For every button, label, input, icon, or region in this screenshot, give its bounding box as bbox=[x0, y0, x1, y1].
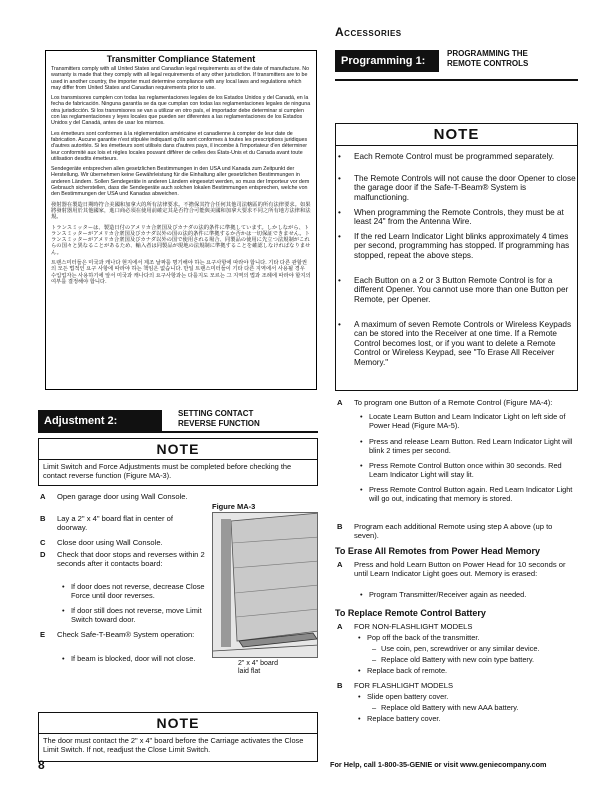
compliance-title: Transmitter Compliance Statement bbox=[106, 54, 256, 64]
step-letter: A bbox=[337, 398, 343, 407]
adjustment-title-line: REVERSE FUNCTION bbox=[178, 419, 260, 428]
note-bullet-text: If the red Learn Indicator Light blinks approximately 4 times per second, programming has stopped. If programming has stopped, repeat the above steps. bbox=[354, 232, 570, 260]
note-bullet bbox=[338, 174, 576, 202]
programming-title-line: PROGRAMMING THE bbox=[447, 49, 528, 58]
step-letter: A bbox=[337, 622, 343, 631]
figure-ma-3-illustration bbox=[212, 512, 318, 658]
note-text: Limit Switch and Force Adjustments must be completed before checking the contact reverse function (Figure MA-3). bbox=[43, 462, 292, 480]
dash-icon: – bbox=[372, 703, 377, 712]
step-text: FOR NON-FLASHLIGHT MODELS bbox=[354, 622, 473, 631]
sub-bullet bbox=[360, 437, 575, 455]
bullet-icon: • bbox=[338, 152, 341, 161]
note-box bbox=[38, 438, 318, 486]
note-text: The door must contact the 2" x 4" board before the Carriage activates the Close Limit Switch. If not, readjust the Close Limit Switch. bbox=[43, 736, 304, 754]
step-item bbox=[40, 630, 205, 639]
help-footer: For Help, call 1-800-35-GENIE or visit www.geniecompany.com bbox=[330, 760, 547, 769]
bullet-icon: • bbox=[62, 606, 65, 615]
bullet-icon: • bbox=[360, 590, 363, 599]
sub-bullet bbox=[358, 666, 573, 675]
note-bullet-text: Each Button on a 2 or 3 Button Remote Control is for a different Opener. You cannot use more than one Button per Remote, per Opener. bbox=[354, 276, 569, 304]
note-bullet bbox=[338, 320, 576, 367]
sub-bullet-text: Press and release Learn Button. Red Learn Indicator Light will blink 2 times per second. bbox=[369, 437, 573, 456]
note-bullet bbox=[338, 208, 576, 227]
step-letter: D bbox=[40, 550, 46, 559]
step-item bbox=[40, 550, 205, 569]
note-title: NOTE bbox=[39, 713, 317, 734]
figure-caption bbox=[238, 660, 278, 676]
sub-bullet bbox=[360, 412, 575, 430]
compliance-statement-box bbox=[45, 50, 317, 390]
bullet-icon: • bbox=[338, 320, 341, 329]
step-item bbox=[40, 492, 205, 501]
bullet-icon: • bbox=[360, 461, 363, 470]
step-letter: A bbox=[337, 560, 343, 569]
note-bullet-text: The Remote Controls will not cause the door Opener to close the garage door if the Safe-T-Beam® System is malfunctioning. bbox=[354, 174, 576, 202]
compliance-paragraph: トランスミッターは、製造日付のアメリカ合衆国及びカナダの法的条件に準拠しています。しかしながら、トランスミッターがアメリカ合衆国及びカナダ以外の国の法的条件に準拠するか否かは一切保証できません。トランスミッターがアメリカ合衆国及びカナダ以外の国で使用される場合、同製品の使用に先立つ法規制がこれらの国々と異なることがあるため、輸入者は同製品が現地の法規制に準拠することを確認しなければなりません。 bbox=[51, 224, 311, 256]
bullet-icon: • bbox=[62, 654, 65, 663]
divider bbox=[335, 79, 578, 81]
bullet-icon: • bbox=[338, 174, 341, 183]
sub-bullet-text: If beam is blocked, door will not close. bbox=[71, 654, 196, 663]
sub-bullet-text: If door still does not reverse, move Limit Switch toward door. bbox=[71, 606, 202, 625]
programming-title bbox=[447, 49, 528, 69]
figure-label: Figure MA-3 bbox=[212, 502, 256, 511]
compliance-paragraph: Sendegeräte entsprechen allen gesetzlichen Bestimmungen in den USA und Kanada zum Zeitpunkt der Herstellung. Wir übernehmen keine Gewährleistung für die Einhaltung aller gesetzlichen Bestimmungen in anderen Ländern. Sollen Sendegeräte in anderen Ländern eingesetzt werden, so muss der Importeur vor dem Gebrauch sicherstellen, dass die Sendegeräte auch solchen lokalen Bestimmungen entsprechen, welche von den Bestimmungen der USA und Kanadas abweichen. bbox=[51, 166, 310, 198]
figure-caption-line: 2" x 4" board bbox=[238, 660, 278, 667]
compliance-paragraph: 發射器在製造日期時符合美國和加拿大的所有法律要求。不擔保其符合任何其他司法轄區的所有法律要求。如果將發射器用於其他國家，進口商必須在使用前確定其是否符合可能與美國和加拿大要求不同之所有地方法律和法規。 bbox=[51, 201, 311, 221]
programming-title-line: REMOTE CONTROLS bbox=[447, 59, 529, 68]
sub-bullet bbox=[360, 485, 575, 503]
dash-icon: – bbox=[372, 644, 377, 653]
sub-bullet-text: Use coin, pen, screwdriver or any similar device. bbox=[381, 644, 540, 653]
bullet-icon: • bbox=[360, 437, 363, 446]
bullet-icon: • bbox=[358, 714, 361, 723]
bullet-icon: • bbox=[358, 633, 361, 642]
bullet-icon: • bbox=[338, 276, 341, 285]
step-text: Lay a 2" x 4" board flat in center of doorway. bbox=[57, 514, 173, 533]
page-number: 8 bbox=[38, 758, 45, 772]
step-letter: C bbox=[40, 538, 46, 547]
step-letter: B bbox=[337, 522, 343, 531]
sub-bullet-text: Press Remote Control Button again. Red Learn Indicator Light will go out, indicating that memory is stored. bbox=[369, 485, 573, 504]
sub-bullet bbox=[358, 633, 573, 642]
sub-bullet bbox=[358, 692, 573, 701]
compliance-paragraph: 트랜스미터들은 미국과 캐나다 현지에서 제조 날짜를 명기해야 하는 요구사항에 따라야 합니다. 기타 다른 관할권의 모든 법적인 요구 사항에 따라야 하는 책임은 없습니다. 만일 트랜스미터들이 기타 다른 지역에서 사용될 경우 수입업자는 사용하기에 앞서 미국과 캐나다의 요구사항과는 다를지도 모르는 그 지역의 법과 조례에 따라야 할지의 여부를 결정해야 합니다. bbox=[51, 260, 311, 285]
bullet-icon: • bbox=[358, 692, 361, 701]
programming-tab: Programming 1: bbox=[335, 50, 439, 72]
sub-bullet bbox=[372, 655, 577, 664]
step-text: Close door using Wall Console. bbox=[57, 538, 163, 547]
step-item bbox=[337, 398, 577, 407]
bullet-icon: • bbox=[62, 582, 65, 591]
step-text: FOR FLASHLIGHT MODELS bbox=[354, 681, 454, 690]
sub-bullet-text: Pop off the back of the transmitter. bbox=[367, 633, 480, 642]
bullet-icon: • bbox=[360, 485, 363, 494]
figure-caption-line: laid flat bbox=[238, 668, 261, 675]
bullet-icon: • bbox=[360, 412, 363, 421]
section-heading: To Erase All Remotes from Power Head Memory bbox=[335, 546, 541, 556]
step-text: Press and hold Learn Button on Power Head for 10 seconds or until Learn Indicator Light goes out. Memory is erased: bbox=[354, 560, 566, 579]
step-item bbox=[40, 514, 205, 533]
garage-door-illustration bbox=[213, 513, 318, 658]
accessories-heading: Accessories bbox=[335, 25, 402, 39]
sub-bullet bbox=[62, 654, 212, 663]
sub-bullet-text: Replace old Battery with new AAA battery. bbox=[381, 703, 519, 712]
step-item bbox=[337, 560, 577, 579]
compliance-paragraph: Les émetteurs sont conformes à la réglementation américaine et canadienne à compter de leur date de fabrication. Aucune garantie n'est stipulée indiquant qu'ils sont conformes à toutes les prescriptions juridiques d'autres autorités. Si les émetteurs sont utilisés dans d'autres pays, il incombe à l'importateur d'en déterminer leur conformité aux lois et règles locales pouvant différer de celles des États-Unis et du Canada avant toute utilisation desdits émetteurs. bbox=[51, 130, 308, 162]
sub-bullet-text: Locate Learn Button and Learn Indicator Light on left side of Power Head (Figure MA-5). bbox=[369, 412, 566, 431]
bullet-icon: • bbox=[338, 208, 341, 217]
step-letter: B bbox=[40, 514, 46, 523]
step-item bbox=[337, 622, 577, 631]
sub-bullet bbox=[62, 582, 212, 600]
note-title: NOTE bbox=[39, 439, 317, 460]
note-bullet-text: A maximum of seven Remote Controls or Wireless Keypads can be stored into the Receiver at one time. If a Remote Control becomes lost, or if you want to delete a Remote Control or Wireless Keypad, see "To Erase All Receiver Memory." bbox=[354, 320, 572, 367]
bullet-icon: • bbox=[338, 232, 341, 241]
divider bbox=[38, 431, 318, 433]
note-bullet bbox=[338, 152, 576, 161]
step-item bbox=[337, 681, 577, 690]
adjustment-title bbox=[178, 409, 260, 429]
section-heading: To Replace Remote Control Battery bbox=[335, 608, 486, 618]
step-item bbox=[40, 538, 205, 547]
sub-bullet bbox=[372, 703, 577, 712]
sub-bullet-text: Replace battery cover. bbox=[367, 714, 441, 723]
step-text: Open garage door using Wall Console. bbox=[57, 492, 188, 501]
sub-bullet-text: If door does not reverse, decrease Close Force until door reverses. bbox=[71, 582, 205, 601]
note-bullet-text: Each Remote Control must be programmed separately. bbox=[354, 152, 555, 161]
adjustment-title-line: SETTING CONTACT bbox=[178, 409, 254, 418]
note-box bbox=[38, 712, 318, 762]
compliance-paragraph: Transmitters comply with all United States and Canadian legal requirements as of the date of manufacture. No warranty is made that they comply with all legal requirements of any other jurisdiction. If transmitters are to be used in another country, the importer must determine compliance with any local laws and regulations which may differ from United States and Canadian requirements prior to use. bbox=[51, 66, 310, 91]
sub-bullet bbox=[360, 461, 575, 479]
step-text: Check Safe-T-Beam® System operation: bbox=[57, 630, 195, 639]
step-text: Check that door stops and reverses within 2 seconds after it contacts board: bbox=[57, 550, 205, 569]
step-text: To program one Button of a Remote Control (Figure MA-4): bbox=[354, 398, 553, 407]
compliance-paragraph: Los transmisores cumplen con todas las reglamentaciones legales de los Estados Unidos y del Canadá, en la fecha de fabricación. Ninguna garantía se da que cumplan con todas las reglamentaciones legales de ninguna otra jurisdicción. Si los transmisores se van a utilizar en otro país, el importador debe determinar si cumplen con las reglamentaciones y leyes locales que pueden ser diferentes a las reglamentaciones de los Estados Unidos y del Canadá, antes de usar los mismos. bbox=[51, 95, 311, 127]
dash-icon: – bbox=[372, 655, 377, 664]
sub-bullet-text: Slide open battery cover. bbox=[367, 692, 449, 701]
step-letter: E bbox=[40, 630, 46, 639]
sub-bullet-text: Program Transmitter/Receiver again as needed. bbox=[369, 590, 527, 599]
adjustment-tab: Adjustment 2: bbox=[38, 410, 162, 432]
sub-bullet bbox=[62, 606, 212, 624]
note-bullet bbox=[338, 276, 576, 304]
step-text: Program each additional Remote using step A above (up to seven). bbox=[354, 522, 553, 541]
step-letter: A bbox=[40, 492, 46, 501]
sub-bullet-text: Replace old Battery with new coin type battery. bbox=[381, 655, 535, 664]
bullet-icon: • bbox=[358, 666, 361, 675]
sub-bullet bbox=[372, 644, 577, 653]
sub-bullet bbox=[358, 714, 573, 723]
step-letter: B bbox=[337, 681, 343, 690]
sub-bullet bbox=[360, 590, 575, 599]
sub-bullet-text: Replace back of remote. bbox=[367, 666, 448, 675]
note-bullet-text: When programming the Remote Controls, they must be at least 24" from the Antenna Wire. bbox=[354, 208, 564, 227]
note-title: NOTE bbox=[336, 124, 577, 146]
step-item bbox=[337, 522, 577, 541]
sub-bullet-text: Press Remote Control Button once within 30 seconds. Red Learn Indicator Light will stay lit. bbox=[369, 461, 562, 480]
note-bullet bbox=[338, 232, 576, 260]
